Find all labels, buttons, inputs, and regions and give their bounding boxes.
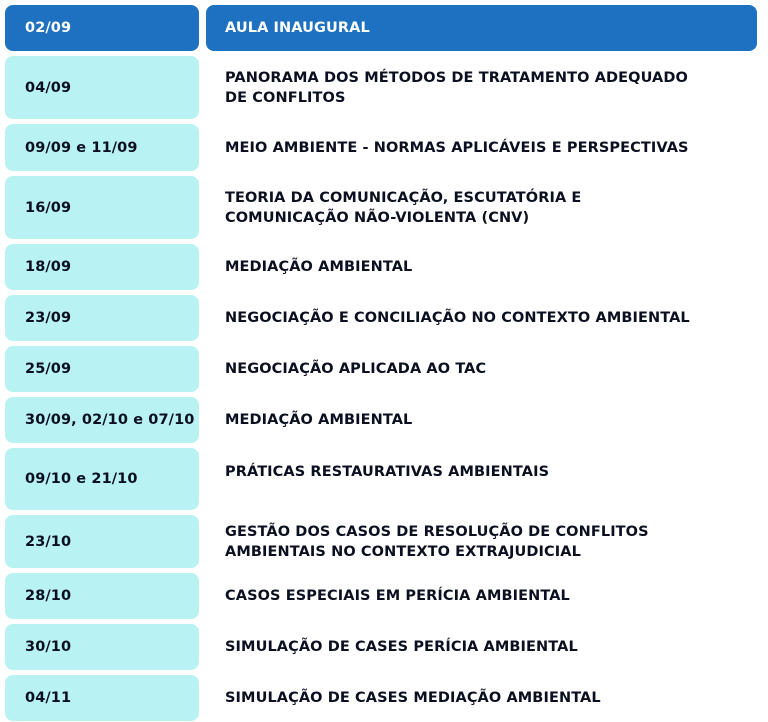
schedule-row [5, 56, 757, 119]
row-date: 30/10 [5, 624, 199, 670]
schedule-row [5, 573, 757, 619]
row-topic: CASOS ESPECIAIS EM PERÍCIA AMBIENTAL [206, 573, 757, 619]
row-date: 16/09 [5, 176, 199, 239]
row-date: 18/09 [5, 244, 199, 290]
schedule-row [5, 124, 757, 171]
row-date: 28/10 [5, 573, 199, 619]
schedule-row [5, 675, 757, 721]
row-topic: TEORIA DA COMUNICAÇÃO, ESCUTATÓRIA E COMUNICAÇÃO NÃO-VIOLENTA (CNV) [206, 176, 757, 239]
row-topic: MEDIAÇÃO AMBIENTAL [206, 397, 757, 443]
row-topic: PRÁTICAS RESTAURATIVAS AMBIENTAIS [206, 448, 757, 510]
schedule-header-row [5, 5, 757, 51]
row-topic: PANORAMA DOS MÉTODOS DE TRATAMENTO ADEQUADO DE CONFLITOS [206, 56, 757, 119]
schedule-row [5, 397, 757, 443]
row-topic: NEGOCIAÇÃO E CONCILIAÇÃO NO CONTEXTO AMBIENTAL [206, 295, 757, 341]
row-date: 30/09, 02/10 e 07/10 [5, 397, 199, 443]
schedule-row [5, 515, 757, 568]
row-date: 23/09 [5, 295, 199, 341]
row-date: 09/10 e 21/10 [5, 448, 199, 510]
header-topic: AULA INAUGURAL [206, 5, 757, 51]
row-topic: MEDIAÇÃO AMBIENTAL [206, 244, 757, 290]
row-topic: MEIO AMBIENTE - NORMAS APLICÁVEIS E PERSPECTIVAS [206, 124, 757, 171]
schedule-row [5, 295, 757, 341]
row-topic: SIMULAÇÃO DE CASES MEDIAÇÃO AMBIENTAL [206, 675, 757, 721]
schedule-row [5, 624, 757, 670]
schedule-row [5, 346, 757, 392]
schedule-row [5, 244, 757, 290]
row-topic: SIMULAÇÃO DE CASES PERÍCIA AMBIENTAL [206, 624, 757, 670]
schedule-row [5, 448, 757, 510]
row-date: 23/10 [5, 515, 199, 568]
header-date: 02/09 [5, 5, 199, 51]
row-date: 09/09 e 11/09 [5, 124, 199, 171]
row-date: 04/11 [5, 675, 199, 721]
row-date: 25/09 [5, 346, 199, 392]
row-topic: NEGOCIAÇÃO APLICADA AO TAC [206, 346, 757, 392]
row-date: 04/09 [5, 56, 199, 119]
schedule-row [5, 176, 757, 239]
row-topic: GESTÃO DOS CASOS DE RESOLUÇÃO DE CONFLITOS AMBIENTAIS NO CONTEXTO EXTRAJUDICIAL [206, 515, 757, 568]
